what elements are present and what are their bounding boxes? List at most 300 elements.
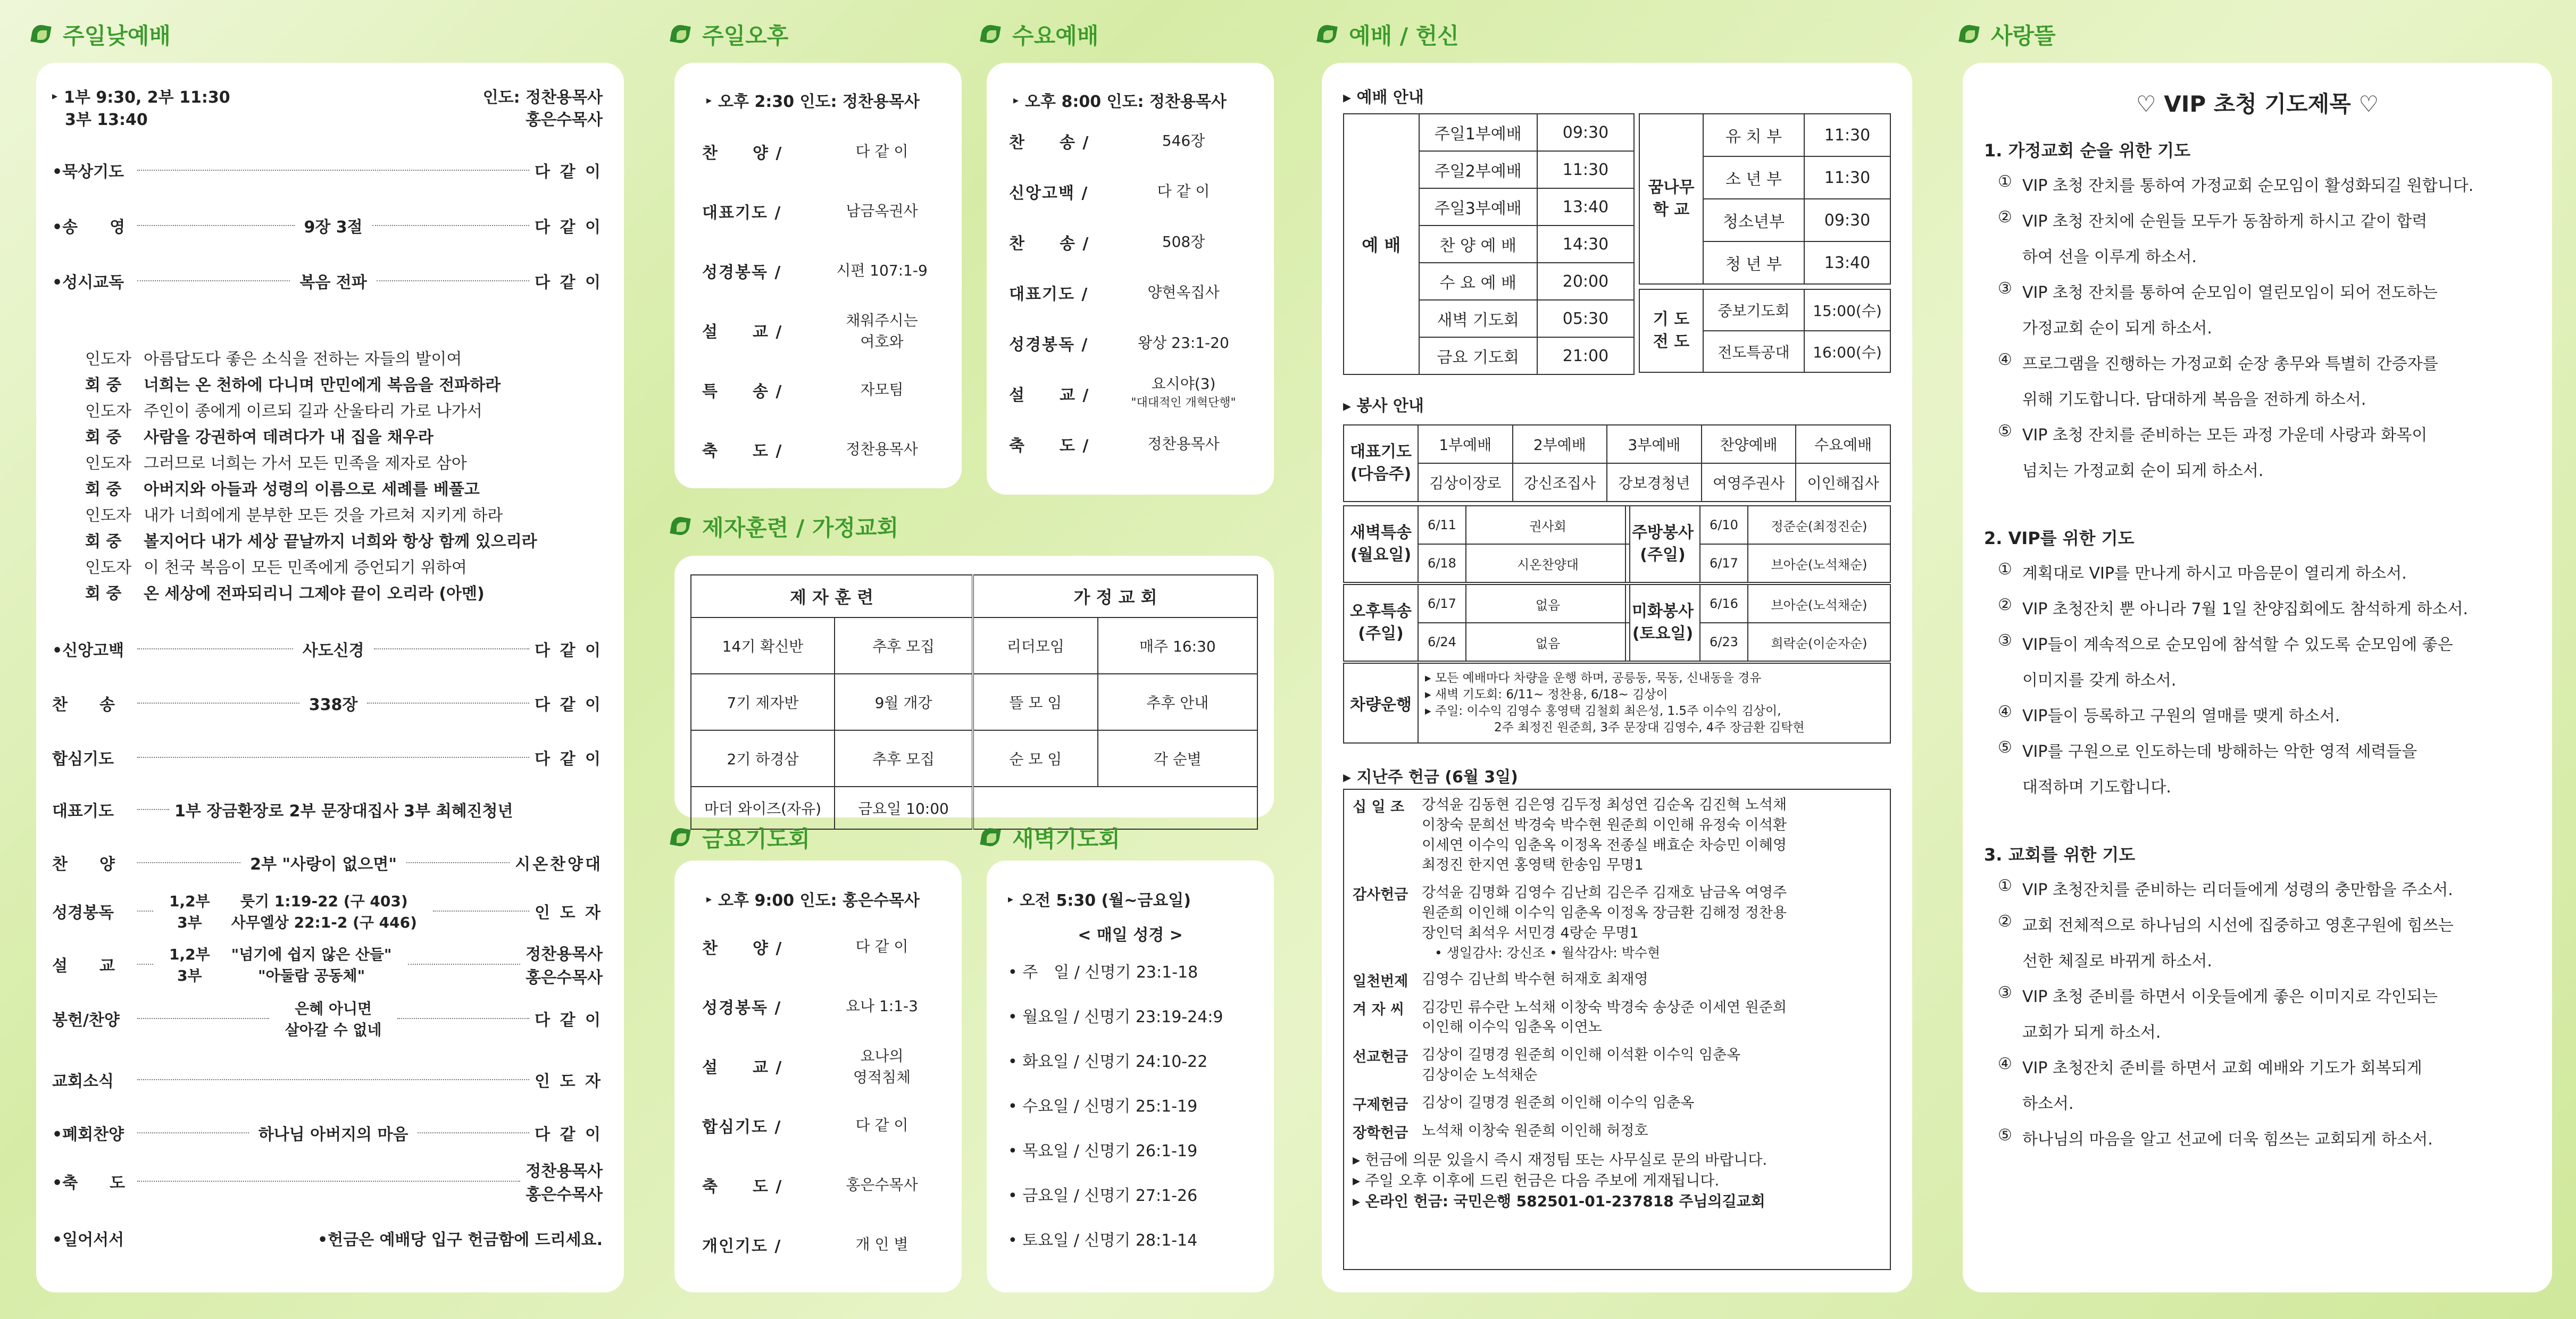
reading-text: 볼지어다 내가 세상 끝날까지 너희와 항상 함께 있으리라 [144,532,537,551]
panel-friday [674,861,962,1292]
program-item-value [1114,331,1253,353]
program-label: 축 도 / [702,442,783,461]
program-value: 요나 1:1-3 [846,997,918,1015]
program-item-label [1009,331,1088,355]
rep-prayer-person: 김상이장로 [1418,463,1513,502]
program-label: 성경봉독 / [702,999,782,1017]
rep-prayer-person: 강신조집사 [1513,463,1607,502]
offering-names [1422,998,1787,1038]
scripture-ref: 사무엘상 22:1-2 (구 446) [231,914,417,931]
section-title-serve: 예배 / 헌신 [1318,16,1459,53]
order-name: 교회소식 [52,1072,114,1091]
program-item-label [702,259,781,282]
program-value: 왕상 23:1-20 [1138,334,1229,352]
offering-line: • 생일감사: 강신조 • 월삭감사: 박수현 [1435,945,1661,961]
offering-label: 감사헌금 [1353,887,1408,904]
vehicle-table [1343,663,1891,744]
prayer-text: 선한 체질로 바뀌게 하소서. [2022,952,2212,971]
order-item [52,746,603,769]
housechurch-name: 리더모임 [973,617,1098,674]
guide-title: ▸ 예배 안내 [1343,88,1424,107]
order-person: 다 같 이 [535,750,603,769]
reading-text: 온 세상에 전파되리니 그제야 끝이 오리라 (아멘) [144,585,485,603]
program-value: 시편 107:1-9 [836,262,928,279]
offering-names [1422,970,1648,990]
program-item-value [813,1114,951,1135]
order-person: 다 같 이 [535,1125,603,1144]
dawn-special-song-table-team: 권사회 [1466,506,1630,544]
prayer-number: ② [1998,596,2012,614]
dot-leader [377,280,529,281]
offering-note: ▸ 주일 오후 이후에 드린 헌금은 다음 주보에 게재됩니다. [1353,1171,1720,1189]
preacher: 정찬용목사 [526,945,603,964]
training-name: 7기 제자반 [691,674,835,730]
sermon-preachers [526,941,603,988]
offering-group [1353,1093,1881,1114]
worship-schedule-table [1343,113,1635,375]
order-name: 봉헌/찬양 [52,1011,120,1030]
housechurch-name: 순 모 임 [973,730,1098,787]
program-item-value [813,140,951,161]
dot-leader [372,225,530,226]
pm-special-song-table-label: 오후특송 (주일) [1344,585,1418,661]
order-item [52,269,603,293]
training-schedule: 추후 모집 [835,730,973,787]
dawn-special-song-table-date: 6/18 [1418,544,1466,582]
training-schedule: 추후 모집 [835,617,973,674]
school-dept: 소 년 부 [1703,156,1804,199]
sunpm-head: ▸ 오후 2:30 인도: 정찬용목사 [706,93,920,111]
program-item-value [813,309,951,352]
responsive-reading-line [85,398,482,421]
prayer-text: 교회가 되게 하소서. [2022,1023,2161,1042]
part-label: 3부 [177,967,202,984]
prayer-number: ④ [1998,1055,2012,1073]
prayer-number: ① [1998,172,2012,191]
scripture-parts [169,890,210,932]
program-label: 찬 양 / [702,939,783,958]
program-item-label [702,1173,782,1197]
prayer-number: ③ [1998,983,2012,1002]
kitchen-service-table [1625,505,1891,583]
rep-prayer-person: 이인해집사 [1796,463,1890,502]
offering-group [1353,970,1881,990]
responsive-reading-line [85,372,501,395]
program-item-label [702,378,782,402]
prayer-text: VIP 초청 잔치를 통하여 가정교회 순모임이 활성화되길 원합니다. [2022,177,2474,195]
program-item-value [813,438,951,459]
order-name: 찬 양 [52,855,115,874]
order-item [52,214,603,237]
dot-leader [137,809,169,810]
prayer-text: VIP 초청잔치를 준비하는 리더들에게 성령의 충만함을 주소서. [2022,881,2453,899]
order-name: •신앙고백 [52,641,124,660]
program-item-label [702,140,782,163]
service-leader-2: 홍은수목사 [526,111,603,129]
dot-leader [433,911,529,912]
housechurch-name: 뜰 모 임 [973,674,1098,730]
dot-leader [137,911,153,912]
prayer-text: VIP를 구원으로 인도하는데 방해하는 악한 영적 세력들을 [2022,742,2417,761]
program-label: 성경봉독 / [702,263,782,282]
offering-names [1422,795,1787,875]
order-item [52,158,603,182]
sermon-title: "넘기에 쉽지 않은 산들" [231,946,392,963]
order-content: 하나님 아버지의 마음 [254,1121,413,1145]
offering-label: 구제헌금 [1353,1096,1408,1113]
housechurch-schedule: 각 순별 [1098,730,1257,787]
section-title-sunday: 주일낮예배 [32,16,171,53]
program-item-label [702,1233,781,1256]
sermon-titles [231,943,392,986]
part-label: 3부 [177,914,202,931]
prayer-text: 이미지를 갖게 하소서. [2022,671,2177,690]
prayer-number: ② [1998,208,2012,227]
panel-love [1963,63,2552,1292]
order-item [52,1121,603,1145]
offering-note: ▸ 온라인 헌금: 국민은행 582501-01-237818 주님의길교회 [1353,1192,1765,1211]
cleaning-service-table-date: 6/16 [1700,585,1748,623]
program-item-value [813,259,951,280]
program-item-value [1114,432,1253,454]
leaf-icon [981,826,1005,849]
order-name: •축 도 [52,1174,126,1192]
offering-names [1422,1121,1648,1142]
program-item-value [1114,281,1253,302]
discipleship-table [690,574,1258,830]
program-value: 여호와 [860,333,904,350]
program-value: 정찬용목사 [846,440,918,458]
program-value: 다 같 이 [855,1116,908,1134]
reading-speaker: 회 중 [85,480,122,499]
order-person: 다 같 이 [535,641,603,660]
sermon-parts [169,943,210,986]
prayer-text: 프로그램을 진행하는 가정교회 순장 총무와 특별히 간증자를 [2022,355,2438,373]
section-title-discipleship: 제자훈련 / 가정교회 [671,508,898,545]
offering-label: 일천번제 [1353,973,1408,990]
panel-discipleship [674,556,1274,817]
pm-special-song-table-date: 6/24 [1418,623,1466,661]
order-content: 9장 3절 [300,214,367,237]
program-label: 설 교 / [1009,386,1090,405]
offering-note: ▸ 헌금에 의문 있을시 즉시 재정팀 또는 사무실로 문의 바랍니다. [1353,1150,1768,1168]
leaf-icon [671,826,695,849]
evangelism-time: 15:00(수) [1804,289,1890,331]
service-time-3: 3부 13:40 [65,111,148,129]
program-value: 546장 [1162,132,1205,149]
program-value: 개 인 별 [855,1235,908,1253]
prayer-text: VIP 초청잔치 준비를 하면서 교회 예배와 기도가 회복되게 [2022,1059,2422,1078]
section-title-wed: 수요예배 [981,16,1098,53]
prayer-group-heading: 3. 교회를 위한 기도 [1984,845,2136,865]
offering-line: 김강민 류수란 노석채 이창숙 박경숙 송상준 이세연 원준희 [1422,999,1787,1016]
leaf-icon [1318,23,1341,46]
order-item-offering [52,1000,603,1037]
school-time: 11:30 [1804,114,1890,156]
leaf-icon [32,23,55,46]
offering-line: 강석윤 김명화 김영수 김난희 김은주 김재호 남금옥 여영주 [1422,884,1787,901]
wed-head: ▸ 오후 8:00 인도: 정찬용목사 [1013,93,1227,111]
program-item-value [813,199,951,221]
worship-time: 09:30 [1537,114,1634,151]
dot-leader [137,703,299,704]
kitchen-service-table-team: 브아순(노석채순) [1748,544,1890,582]
worship-name: 주일1부예배 [1419,114,1537,151]
offering-label: 선교헌금 [1353,1049,1408,1066]
program-label: 대표기도 / [702,204,782,222]
reading-text: 이 천국 복음이 모든 민족에게 증언되기 위하여 [144,558,467,577]
offering-box [1343,789,1891,1270]
program-item-label [702,199,781,223]
offering-label: 십 일 조 [1353,799,1405,815]
program-value: 요시야(3) [1151,375,1216,393]
prayer-group-heading: 1. 가정교회 순을 위한 기도 [1984,140,2191,161]
housechurch-header: 가 정 교 회 [973,575,1257,617]
offering-line: 강석윤 김동현 김은영 김두정 최성연 김순옥 김진혁 노석채 [1422,797,1787,813]
program-value: "대대적인 개혁단행" [1131,396,1236,410]
offering-label: 겨 자 씨 [1353,1001,1405,1018]
pastor: 정찬용목사 [526,1162,603,1181]
order-item [52,1068,603,1091]
order-item [52,691,603,715]
dot-leader [137,862,240,863]
panel-wednesday [987,63,1274,495]
order-item-sermon [52,945,603,987]
program-item-label [702,438,782,461]
dot-leader [137,648,293,649]
dot-leader [137,280,290,281]
offering-group [1353,795,1881,875]
prayer-text: 계획대로 VIP를 만나게 하시고 마음문이 열리게 하소서. [2022,564,2407,583]
program-label: 찬 양 / [702,144,783,163]
prayer-number: ⑤ [1998,1126,2012,1145]
rep-prayer-label: 대표기도 (다음주) [1344,425,1418,502]
worship-name: 찬 양 예 배 [1419,226,1537,263]
prayer-number: ① [1998,560,2012,579]
responsive-reading-line [85,346,462,369]
dot-leader [406,862,510,863]
cleaning-service-table-label: 미화봉사 (토요일) [1625,585,1700,661]
rep-prayer-service: 2부예배 [1513,425,1607,463]
responsive-reading-line [85,476,480,499]
program-label: 찬 송 / [1009,133,1090,152]
program-value: 요나의 [860,1047,904,1065]
program-item-label [702,1054,782,1078]
order-name: 대표기도 [52,802,114,821]
pm-special-song-table [1343,584,1630,662]
program-value: 508장 [1162,233,1205,251]
song-line: 살아갈 수 없네 [285,1021,382,1039]
training-name: 2기 하경삼 [691,730,835,787]
prayer-text: 대적하며 기도합니다. [2022,778,2171,797]
rep-prayer-table [1343,424,1891,502]
offering-label: 장학헌금 [1353,1124,1408,1141]
school-dept: 청소년부 [1703,199,1804,241]
program-item-value [1114,230,1253,252]
order-item-benediction [52,1162,603,1204]
offering-line: 김상이 길명경 원준희 이인해 이수익 임춘옥 [1422,1094,1695,1111]
worship-time: 14:30 [1537,226,1634,263]
training-name: 14기 확신반 [691,617,835,674]
dawn-special-song-table-date: 6/11 [1418,506,1466,544]
offering-names [1422,1045,1740,1086]
dot-leader [137,1132,249,1133]
responsive-reading-line [85,502,503,525]
dot-leader [137,964,153,965]
housechurch-schedule: 매주 16:30 [1098,617,1257,674]
order-person: 인 도 자 [535,904,603,922]
order-content: 복음 전파 [295,269,371,293]
prayer-text: VIP 초청 준비를 하면서 이웃들에게 좋은 이미지로 각인되는 [2022,988,2438,1006]
dot-leader [137,170,529,171]
vehicle-label: 차량운행 [1344,663,1418,743]
prayer-number: ③ [1998,279,2012,298]
program-item-label [702,935,782,958]
prayer-text: 넘치는 가정교회 순이 되게 하소서. [2022,462,2264,480]
order-item-scripture [52,892,603,930]
program-label: 설 교 / [702,323,783,341]
order-person: 다 같 이 [535,273,603,292]
prayer-number: ④ [1998,350,2012,369]
training-schedule: 금요일 10:00 [835,787,973,829]
school-time: 09:30 [1804,199,1890,241]
dawn-sub: < 매일 성경 > [1078,926,1183,945]
vehicle-line: ▸ 새벽 기도회: 6/11~ 정찬용, 6/18~ 김상이 [1425,687,1668,702]
reading-text: 내가 너희에게 분부한 모든 것을 가르쳐 지키게 하라 [144,506,503,525]
dot-leader [397,1018,529,1019]
worship-time: 05:30 [1537,300,1634,337]
reading-speaker: 인도자 [85,506,131,525]
dawn-head: ▸ 오전 5:30 (월~금요일) [1008,891,1191,910]
order-person: 시온찬양대 [515,855,603,874]
vehicle-info [1418,663,1890,743]
discipleship-header: 제 자 훈 련 [691,575,973,617]
order-name: 찬 송 [52,696,115,714]
order-name: 합심기도 [52,750,114,769]
daily-reading-item: • 목요일 / 신명기 26:1-19 [1008,1142,1198,1161]
reading-text: 사람을 강권하여 데려다가 내 집을 채우라 [144,428,433,447]
offering-group [1353,883,1881,962]
order-item-prayer [52,798,603,821]
reading-text: 너희는 온 천하에 다니며 만민에게 복음을 전파하라 [144,376,501,395]
pm-special-song-table-date: 6/17 [1418,585,1466,623]
dot-leader [137,1079,529,1080]
worship-label: 예 배 [1344,114,1419,374]
daily-reading-item: • 주 일 / 신명기 23:1-18 [1008,963,1198,982]
offering-line: 김영수 김난희 박수현 허재호 최재영 [1422,971,1648,988]
program-item-value [813,1045,951,1087]
cleaning-service-table-date: 6/23 [1700,623,1748,661]
program-label: 축 도 / [702,1178,783,1196]
school-dept: 청 년 부 [1703,241,1804,284]
sermon-title: "아둘람 공동체" [257,967,365,984]
pm-special-song-table-team: 없음 [1466,623,1630,661]
dawn-special-song-table-label: 새벽특송 (월요일) [1344,506,1418,582]
training-name: 마더 와이즈(자유) [691,787,835,829]
worship-time: 21:00 [1537,337,1634,374]
order-name: 설 교 [52,957,115,975]
dot-leader [137,757,529,758]
order-person: 인 도 자 [535,1072,603,1091]
panel-sunday-service [36,63,624,1292]
reading-text: 그러므로 너희는 가서 모든 민족을 제자로 삼아 [144,454,467,473]
prayer-text: 교회 전체적으로 하나님의 시선에 집중하고 영혼구원에 힘쓰는 [2022,916,2454,935]
worship-time: 13:40 [1537,188,1634,226]
prayer-text: 하나님의 마음을 알고 선교에 더욱 힘쓰는 교회되게 하소서. [2022,1130,2433,1149]
reading-speaker: 인도자 [85,558,131,577]
evangelism-time: 16:00(수) [1804,331,1890,372]
training-schedule: 9월 개강 [835,674,973,730]
offering-line: 이인해 이수익 임춘옥 이연노 [1422,1019,1602,1036]
program-item-label [1009,382,1089,405]
scripture-ref: 룻기 1:19-22 (구 403) [240,892,408,910]
volunteer-title: ▸ 봉사 안내 [1343,397,1424,415]
responsive-reading-line [85,450,467,473]
offering-line: 김상이 길명경 원준희 이인해 이석환 이수익 임춘옥 [1422,1047,1741,1064]
prayer-text: VIP들이 계속적으로 순모임에 참석할 수 있도록 순모임에 좋은 [2022,636,2453,654]
worship-name: 주일2부예배 [1419,151,1537,188]
service-leader: 인도: 정찬용목사 [482,88,603,107]
order-person: 다 같 이 [535,1011,603,1030]
prayer-number: ⑤ [1998,738,2012,757]
offering-line: 최정진 한지연 홍영택 한송임 무명1 [1422,857,1644,874]
dot-leader [408,964,521,965]
panel-serve [1322,63,1912,1292]
dot-leader [367,703,529,704]
reading-text: 아름답도다 좋은 소식을 전하는 자들의 발이여 [144,350,462,369]
offering-line: 김상이순 노석채순 [1422,1066,1538,1083]
cleaning-service-table [1625,584,1891,662]
pastor: 홍은수목사 [526,1186,603,1204]
offering-note: •헌금은 예배당 입구 헌금함에 드리세요. [317,1231,603,1249]
reading-speaker: 인도자 [85,454,131,473]
song-line: 은혜 아니면 [295,1000,372,1017]
offering-line: 장인덕 최석우 서민경 4랑순 무명1 [1422,924,1639,941]
rep-prayer-service: 찬양예배 [1702,425,1796,463]
order-content: 338장 [305,691,362,715]
program-item-value [1114,372,1253,410]
dot-leader [418,1132,529,1133]
reading-speaker: 회 중 [85,532,122,551]
program-value: 다 같 이 [855,938,908,955]
rep-prayer-service: 수요예배 [1796,425,1890,463]
leaf-icon [671,23,695,46]
kitchen-service-table-label: 주방봉사 (주일) [1625,506,1700,582]
order-item [52,851,603,874]
program-label: 개인기도 / [702,1237,782,1256]
daily-reading-item: • 금요일 / 신명기 27:1-26 [1008,1187,1198,1205]
program-item-label [1009,281,1088,304]
order-person: 다 같 이 [535,163,603,181]
order-content: 사도신경 [298,637,369,661]
program-label: 설 교 / [702,1058,783,1077]
order-content: 2부 "사랑이 없으면" [246,851,401,874]
order-name: •폐회찬양 [52,1125,124,1144]
program-value: 다 같 이 [1157,182,1210,200]
leaf-icon [981,23,1005,46]
worship-name: 금요 기도회 [1419,337,1537,374]
program-item-value [813,1173,951,1195]
offering-line: 원준희 이인해 이수익 임춘옥 이정옥 장금환 김해정 정찬용 [1422,904,1787,921]
program-item-value [813,378,951,399]
worship-name: 수 요 예 배 [1419,263,1537,300]
offering-line: 이세연 이수익 임춘옥 이정옥 전종실 배효순 차승민 이혜영 [1422,837,1787,854]
order-person: 다 같 이 [535,696,603,714]
prayer-number: ⑤ [1998,422,2012,440]
program-item-label [1009,129,1089,153]
responsive-reading-line [85,554,467,578]
leaf-icon [671,515,695,538]
